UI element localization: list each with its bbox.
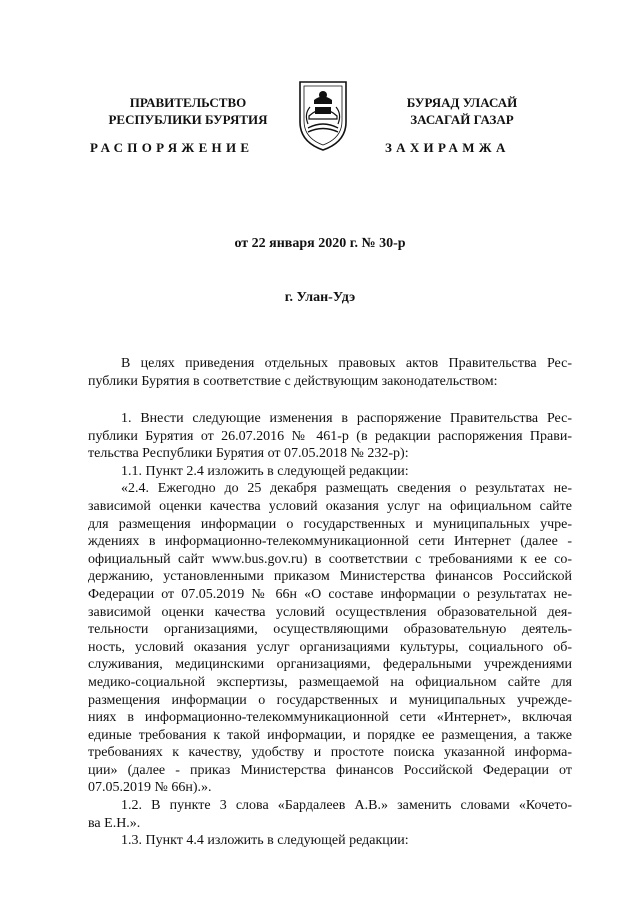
preamble-line: В целях приведения отдельных правовых актов Правительства Рес-	[121, 356, 572, 371]
preamble-paragraph	[88, 355, 572, 390]
issuer-line-2: РЕСПУБЛИКИ БУРЯТИЯ	[108, 112, 268, 127]
issuer-name-buryat	[362, 94, 562, 128]
text-line: ции» (далее - приказ Министерства финансов Российской Федерации от	[88, 762, 572, 778]
text-line: размещения информации о государственных и муниципальных учрежде-	[88, 692, 572, 708]
text-line: тельства Республики Бурятия от 07.05.2018 № 232-р):	[88, 446, 409, 462]
text-line: зависимой оценки качества условий оказания услуг на официальном сайте	[88, 498, 572, 514]
text-line: ждениях в информационно-телекоммуникационной сети Интернет (далее -	[88, 534, 572, 550]
text-line: 1. Внести следующие изменения в распоряжение Правительства Рес-	[121, 411, 572, 426]
document-date-number: от 22 января 2020 г. № 30-р	[234, 236, 406, 251]
text-line: зависимой оценки качества условий осуществления образовательной дея-	[88, 604, 572, 620]
coat-of-arms-icon	[296, 76, 350, 152]
document-city: г. Улан-Удэ	[284, 290, 356, 305]
text-line: Федерации от 07.05.2019 № 66н «О составе информации о результатах не-	[88, 586, 572, 602]
text-line: ниях в информационно-телекоммуникационной сети «Интернет», включая	[88, 710, 572, 726]
document-type-buryat: ЗАХИРАМЖА	[385, 140, 510, 155]
text-line: 07.05.2019 № 66н).».	[88, 780, 212, 796]
text-line: служивания, медицинскими организациями, федеральными учреждениями	[88, 657, 572, 673]
text-line: официальный сайт www.bus.gov.ru) в соответствии с требованиями к ее со-	[88, 551, 572, 567]
text-line: публики Бурятия от 26.07.2016 № 461-р (в редакции распоряжения Прави-	[88, 428, 572, 444]
issuer-buryat-line-1: БУРЯАД УЛАСАЙ	[406, 95, 518, 110]
text-line: требованиях к качеству, удобству и простоте поиска указанной информа-	[88, 745, 572, 761]
preamble-line: публики Бурятия в соответствие с действующим законодательством:	[88, 373, 498, 389]
issuer-buryat-line-2: ЗАСАГАЙ ГАЗАР	[410, 112, 514, 127]
issuer-name-russian	[88, 94, 288, 128]
text-line: тельности организациями, осуществляющими образовательную деятель-	[88, 622, 572, 638]
text-line: единые требования к такой информации, и порядке ее размещения, а также	[88, 727, 572, 743]
text-line: для размещения информации о государственных и муниципальных учре-	[88, 516, 572, 532]
text-line: медико-социальной экспертизы, размещаемой на официальном сайте для	[88, 674, 572, 690]
text-line: 1.2. В пункте 3 слова «Бардалеев А.В.» заменить словами «Кочето-	[121, 798, 572, 814]
text-line: ность, условий оказания услуг организациями культуры, социального об-	[88, 639, 572, 655]
text-line: «2.4. Ежегодно до 25 декабря размещать сведения о результатах не-	[121, 481, 572, 497]
text-line: 1.3. Пункт 4.4 изложить в следующей редакции:	[121, 833, 409, 849]
text-line: ва Е.Н.».	[88, 815, 141, 831]
issuer-line-1: ПРАВИТЕЛЬСТВО	[129, 95, 247, 110]
text-line: 1.1. Пункт 2.4 изложить в следующей редакции:	[121, 463, 409, 479]
amendments-text	[88, 410, 572, 850]
document-type-russian: РАСПОРЯЖЕНИЕ	[90, 140, 254, 155]
text-line: держанию, установленными приказом Министерства финансов Российской	[88, 569, 572, 585]
